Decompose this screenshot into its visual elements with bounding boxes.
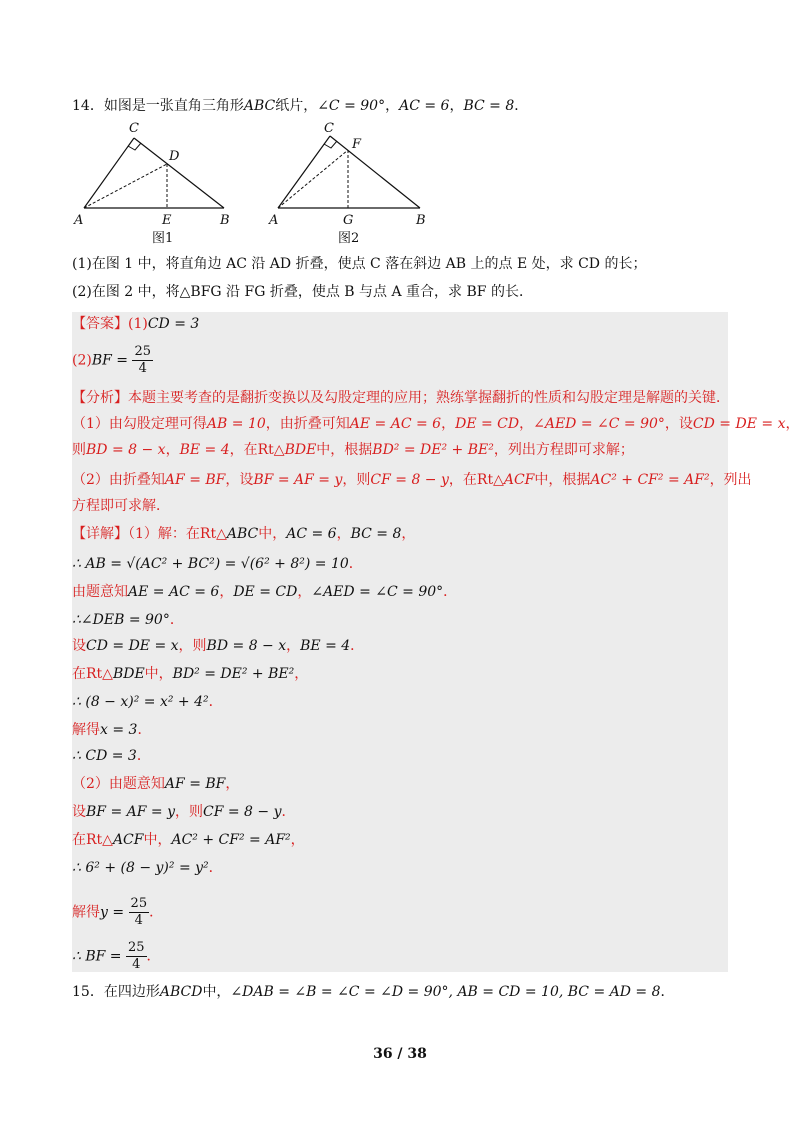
detail-line-9: ∴ CD = 3． — [72, 748, 151, 764]
detail-line-8: 解得x = 3． — [72, 722, 152, 738]
fig2-label-g: G — [343, 213, 354, 228]
fig1-label-d: D — [169, 149, 180, 164]
q14-part1: (1)在图 1 中，将直角边 AC 沿 AD 折叠，使点 C 落在斜边 AB 上的点 E 处，求 CD 的长； — [72, 256, 647, 272]
fig2-label-b: B — [416, 213, 426, 228]
detail-line-3: 由题意知AE = AC = 6，DE = CD，∠AED = ∠C = 90°． — [72, 584, 458, 600]
detail-line-15: ∴ BF = $\frac{25}{4}$ ． — [72, 940, 161, 972]
figure-1 — [72, 118, 242, 248]
q14-stem: 14．如图是一张直角三角形ABC纸片，∠C = 90°，AC = 6，BC = 8． — [72, 98, 529, 114]
analysis-line-5: 方程即可求解． — [72, 498, 170, 514]
answer-line-1: 【答案】(1)CD = 3 — [72, 316, 200, 332]
fig2-caption: 图2 — [338, 231, 360, 246]
figure-2 — [268, 118, 438, 248]
answer-fraction: $\frac{25}{4}$ — [134, 344, 152, 376]
q15-stem: 15．在四边形ABCD中，∠DAB = ∠B = ∠C = ∠D = 90°, AB = CD = 10, BC = AD = 8． — [72, 984, 675, 1000]
fig1-caption: 图1 — [152, 231, 174, 246]
detail-line-12: 在Rt△ACF中，AC² + CF² = AF²， — [72, 832, 305, 848]
detail-line-5: 设CD = DE = x，则BD = 8 − x，BE = 4． — [72, 638, 365, 654]
detail-line-14: 解得y = $\frac{25}{4}$ ． — [72, 896, 164, 928]
fig2-side-cb — [330, 136, 420, 208]
detail-line-10: （2）由题意知AF = BF， — [72, 776, 240, 792]
page-number: 36 / 38 — [373, 1046, 427, 1062]
analysis-line-2: （1）由勾股定理可得AB = 10，由折叠可知AE = AC = 6，DE = CD，∠AED = ∠C = 90°，设CD = DE = x， — [72, 416, 800, 432]
detail-line-1: 【详解】（1）解：在Rt△ABC中，AC = 6，BC = 8， — [72, 526, 416, 542]
fig1-fold-ad — [84, 164, 167, 208]
analysis-line-4: （2）由折叠知AF = BF，设BF = AF = y，则CF = 8 − y，在Rt△ACF中，根据AC² + CF² = AF²，列出 — [72, 472, 752, 488]
answer-line-2: (2)BF = $\frac{25}{4}$ — [72, 344, 152, 376]
fig2-label-c: C — [324, 121, 334, 136]
fig2-label-f: F — [352, 137, 362, 152]
detail-line-11: 设BF = AF = y，则CF = 8 − y． — [72, 804, 296, 820]
fig1-label-a: A — [74, 213, 84, 228]
q14-part2: (2)在图 2 中，将△BFG 沿 FG 折叠，使点 B 与点 A 重合，求 BF 的长． — [72, 284, 533, 300]
fig2-label-a: A — [269, 213, 279, 228]
detail-line-4: ∴∠DEB = 90°． — [72, 612, 184, 628]
answer-tag: 【答案】 — [72, 316, 128, 332]
bf-fraction: $\frac{25}{4}$ — [128, 940, 145, 972]
analysis-line-1: 【分析】本题主要考查的是翻折变换以及勾股定理的应用；熟练掌握翻折的性质和勾股定理是解题的关键． — [72, 390, 730, 406]
fig1-label-c: C — [129, 121, 139, 136]
fig1-label-e: E — [162, 213, 172, 228]
detail-line-2: ∴ AB = √(AC² + BC²) = √(6² + 8²) = 10． — [72, 556, 363, 572]
detail-line-7: ∴ (8 − x)² = x² + 4²． — [72, 694, 223, 710]
detail-line-6: 在Rt△BDE中，BD² = DE² + BE²， — [72, 666, 309, 682]
analysis-line-3: 则BD = 8 − x，BE = 4，在Rt△BDE中，根据BD² = DE² + BE²，列出方程即可求解； — [72, 442, 634, 458]
fig1-label-b: B — [220, 213, 230, 228]
detail-line-13: ∴ 6² + (8 − y)² = y²． — [72, 860, 223, 876]
y-fraction: $\frac{25}{4}$ — [130, 896, 148, 928]
fig1-side-ac — [84, 138, 134, 208]
